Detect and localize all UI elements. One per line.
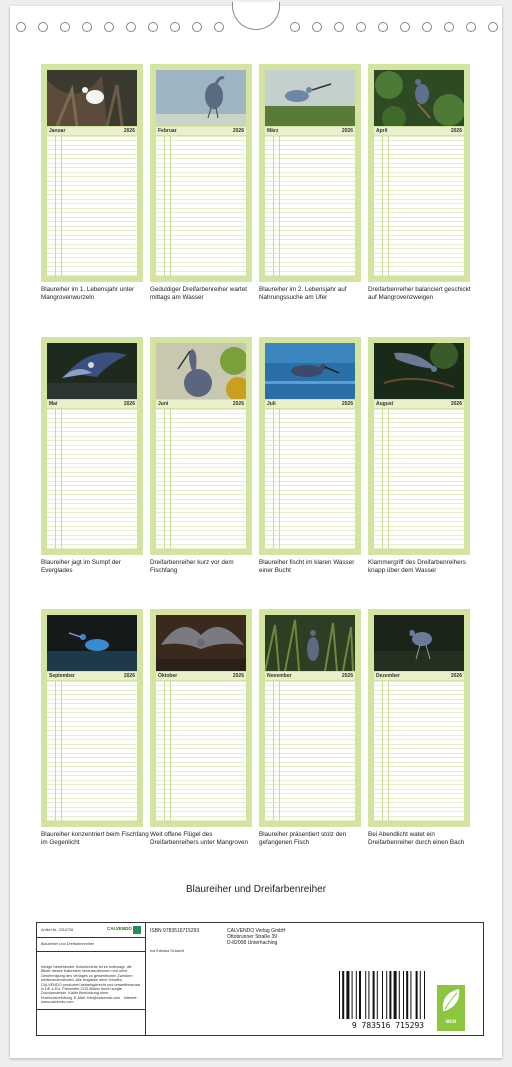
month-name: Dezember xyxy=(376,673,400,679)
article-number: Artikel Nr. 2316726 xyxy=(41,928,74,932)
binding-hole xyxy=(334,22,344,32)
barcode xyxy=(333,971,443,1031)
calendar-page xyxy=(10,6,502,1058)
month-year: 2026 xyxy=(123,401,135,407)
photo-january xyxy=(47,70,137,126)
caption-october: Weit offene Flügel des Dreifarbenreihers unter Mangroven xyxy=(150,831,249,846)
isbn: ISBN 9783516715293 xyxy=(150,928,200,934)
month-year: 2026 xyxy=(232,128,244,134)
binding-hole xyxy=(466,22,476,32)
month-name: August xyxy=(376,401,394,407)
binding-hole xyxy=(422,22,432,32)
binding-hole xyxy=(192,22,202,32)
caption-march: Blaureiher im 2. Lebensjahr auf Nahrungssuche am Ufer xyxy=(259,286,347,301)
day-grid xyxy=(265,409,355,549)
month-card-december xyxy=(368,609,470,827)
binding-hole xyxy=(38,22,48,32)
month-name: März xyxy=(267,128,279,134)
day-grid xyxy=(374,409,464,549)
caption-august: Klammergriff des Dreifarbenreihers knapp über dem Wasser xyxy=(368,559,466,574)
day-grid xyxy=(374,136,464,276)
photo-august xyxy=(374,343,464,399)
binding-hole xyxy=(60,22,70,32)
day-grid xyxy=(374,681,464,821)
eco-label: eco xyxy=(445,1019,457,1025)
eco-badge xyxy=(437,985,465,1031)
month-name: September xyxy=(49,673,75,679)
month-year: 2026 xyxy=(123,673,135,679)
caption-june: Dreifarbenreiher kurz vor dem Fischfang xyxy=(150,559,234,574)
caption-april: Dreifarbenreiher balanciert geschickt auf Mangrovenzweigen xyxy=(368,286,471,301)
day-grid xyxy=(265,681,355,821)
month-card-february xyxy=(150,64,252,282)
binding-hole xyxy=(400,22,410,32)
month-year: 2026 xyxy=(123,128,135,134)
photo-july xyxy=(265,343,355,399)
month-year: 2026 xyxy=(232,673,244,679)
binding-hole xyxy=(312,22,322,32)
publisher-line-3: D-82008 Unterhaching xyxy=(227,940,278,946)
month-card-april xyxy=(368,64,470,282)
binding-hole xyxy=(488,22,498,32)
binding-hole xyxy=(290,22,300,32)
month-card-july xyxy=(259,337,361,555)
binding-hole xyxy=(82,22,92,32)
day-grid xyxy=(47,136,137,276)
photo-october xyxy=(156,615,246,671)
photo-may xyxy=(47,343,137,399)
month-name: Juli xyxy=(267,401,276,407)
caption-january: Blaureiher im 1. Lebensjahr unter Mangrovenwurzeln xyxy=(41,286,135,301)
month-year: 2026 xyxy=(341,401,353,407)
month-name: November xyxy=(267,673,292,679)
legal-text: Infolge bestehender Schutzrechte ist es untersagt, die Bilder dieses Kalenders herauszutrennen und ohne Genehmigung des Verlages zu gewerblichen Zwecken weiterzuverwenden. Alle Angaben ohne Gewähr. CALVENDO produziert bedarfsgerecht und umweltbewusst in DE & EU. Preisnetto CO2-Bilanz durch sorgte Druckprozesse. Kalibr.Bestückung ohne Eizelnutzbefüllung. E-Mail: info@calvendo.com · Internet: www.calvendo.com xyxy=(41,965,141,1005)
binding-hole xyxy=(444,22,454,32)
month-year: 2026 xyxy=(341,128,353,134)
month-name: Januar xyxy=(49,128,66,134)
caption-may: Blaureiher jagt im Sumpf der Everglades xyxy=(41,559,121,574)
photo-november xyxy=(265,615,355,671)
month-card-march xyxy=(259,64,361,282)
month-name: Juni xyxy=(158,401,169,407)
day-grid xyxy=(47,681,137,821)
month-card-june xyxy=(150,337,252,555)
publisher-line-1: CALVENDO Verlag GmbH xyxy=(227,928,286,934)
caption-september: Blaureiher konzentriert beim Fischfang im Gegenlicht xyxy=(41,831,149,846)
day-grid xyxy=(156,681,246,821)
binding-hole xyxy=(214,22,224,32)
month-year: 2026 xyxy=(450,401,462,407)
product-title: Blaureiher und Dreifarbenreiher xyxy=(41,942,95,946)
month-name: Februar xyxy=(158,128,177,134)
month-card-january xyxy=(41,64,143,282)
calendar-title: Blaureiher und Dreifarbenreiher xyxy=(185,884,327,895)
photo-december xyxy=(374,615,464,671)
caption-july: Blaureiher fischt im klaren Wasser einer Bucht xyxy=(259,559,355,574)
binding-hole xyxy=(104,22,114,32)
publisher-line-2: Ottobrunner Straße 39 xyxy=(227,934,278,940)
month-card-september xyxy=(41,609,143,827)
caption-november: Blaureiher präsentiert stolz den gefangenen Fisch xyxy=(259,831,347,846)
binding-hole xyxy=(126,22,136,32)
calvendo-logo: CALVENDO xyxy=(107,926,132,931)
info-box xyxy=(36,922,484,1036)
photo-march xyxy=(265,70,355,126)
photo-february xyxy=(156,70,246,126)
month-name: Oktober xyxy=(158,673,178,679)
binding-hole xyxy=(170,22,180,32)
month-card-october xyxy=(150,609,252,827)
month-card-august xyxy=(368,337,470,555)
day-grid xyxy=(156,136,246,276)
month-year: 2026 xyxy=(341,673,353,679)
binding-hole xyxy=(378,22,388,32)
month-year: 2026 xyxy=(232,401,244,407)
caption-december: Bei Abendlicht watet ein Dreifarbenreiher durch einen Bach xyxy=(368,831,465,846)
month-name: Mai xyxy=(49,401,58,407)
day-grid xyxy=(156,409,246,549)
month-year: 2026 xyxy=(450,673,462,679)
leaf-icon xyxy=(437,985,465,1015)
photo-september xyxy=(47,615,137,671)
author: Ina Edhaka Schacht xyxy=(150,949,184,953)
calvendo-logo-mark xyxy=(133,926,141,934)
binding-hole xyxy=(356,22,366,32)
photo-april xyxy=(374,70,464,126)
month-year: 2026 xyxy=(450,128,462,134)
month-card-may xyxy=(41,337,143,555)
day-grid xyxy=(265,136,355,276)
photo-june xyxy=(156,343,246,399)
caption-february: Geduldiger Dreifarbenreiher wartet mittags am Wasser xyxy=(150,286,247,301)
month-name: April xyxy=(376,128,388,134)
binding-hole xyxy=(148,22,158,32)
day-grid xyxy=(47,409,137,549)
month-card-november xyxy=(259,609,361,827)
barcode-number: 9 783516 715293 xyxy=(351,1021,425,1030)
binding-hole xyxy=(16,22,26,32)
